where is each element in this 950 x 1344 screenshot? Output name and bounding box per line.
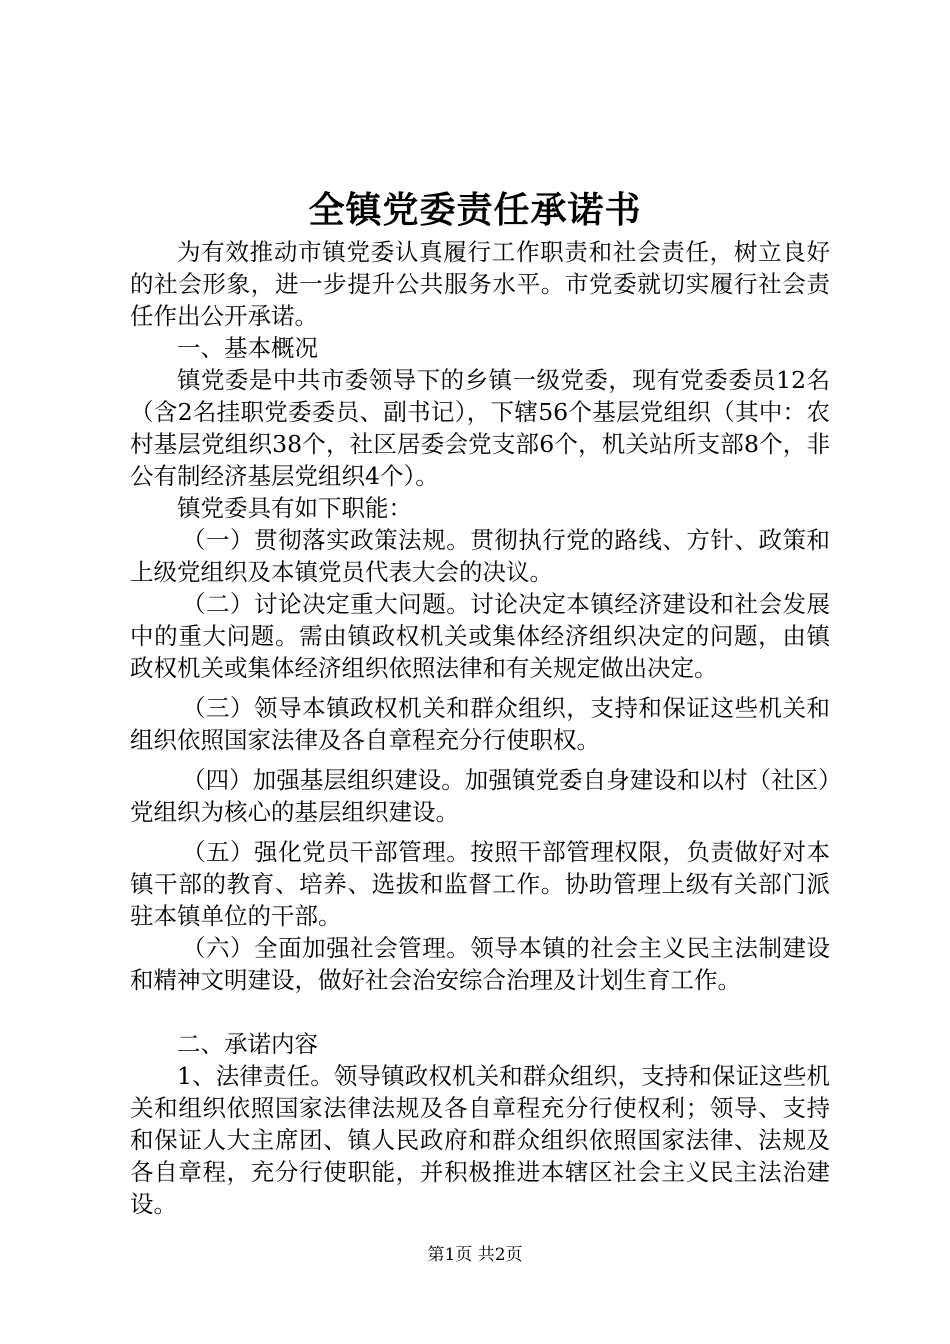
paragraph-function-6: （六）全面加强社会管理。领导本镇的社会主义民主法制建设和精神文明建设，做好社会治安综合治理及计划生育工作。	[130, 934, 830, 994]
paragraph-overview: 镇党委是中共市委领导下的乡镇一级党委，现有党委委员12名（含2名挂职党委委员、副书记），下辖56个基层党组织（其中：农村基层党组织38个，社区居委会党支部6个，机关站所支部8个，非公有制经济基层党组织4个）。	[130, 366, 830, 490]
paragraph-intro: 为有效推动市镇党委认真履行工作职责和社会责任，树立良好的社会形象，进一步提升公共服务水平。市党委就切实履行社会责任作出公开承诺。	[130, 238, 830, 330]
document-title: 全镇党委责任承诺书	[308, 189, 642, 231]
section-heading-overview: 一、基本概况	[177, 334, 318, 362]
paragraph-functions-intro: 镇党委具有如下职能：	[177, 494, 412, 522]
document-body	[130, 236, 830, 1220]
paragraph-function-1: （一）贯彻落实政策法规。贯彻执行党的路线、方针、政策和上级党组织及本镇党员代表大会的决议。	[130, 526, 830, 586]
paragraph-function-5: （五）强化党员干部管理。按照干部管理权限，负责做好对本镇干部的教育、培养、选拔和监督工作。协助管理上级有关部门派驻本镇单位的干部。	[130, 838, 830, 930]
page-footer: 第1页 共2页	[427, 1245, 523, 1265]
paragraph-function-4: （四）加强基层组织建设。加强镇党委自身建设和以村（社区）党组织为核心的基层组织建设。	[130, 766, 830, 826]
paragraph-commitment-1: 1、法律责任。领导镇政权机关和群众组织，支持和保证这些机关和组织依照国家法律法规及各自章程充分行使权利；领导、支持和保证人大主席团、镇人民政府和群众组织依照国家法律、法规及各自章程，充分行使职能，并积极推进本辖区社会主义民主法治建设。	[130, 1062, 830, 1218]
paragraph-function-3: （三）领导本镇政权机关和群众组织，支持和保证这些机关和组织依照国家法律及各自章程充分行使职权。	[130, 694, 830, 754]
paragraph-function-2: （二）讨论决定重大问题。讨论决定本镇经济建设和社会发展中的重大问题。需由镇政权机关或集体经济组织决定的问题，由镇政权机关或集体经济组织依照法律和有关规定做出决定。	[130, 590, 830, 682]
section-heading-commitments: 二、承诺内容	[177, 1030, 318, 1058]
